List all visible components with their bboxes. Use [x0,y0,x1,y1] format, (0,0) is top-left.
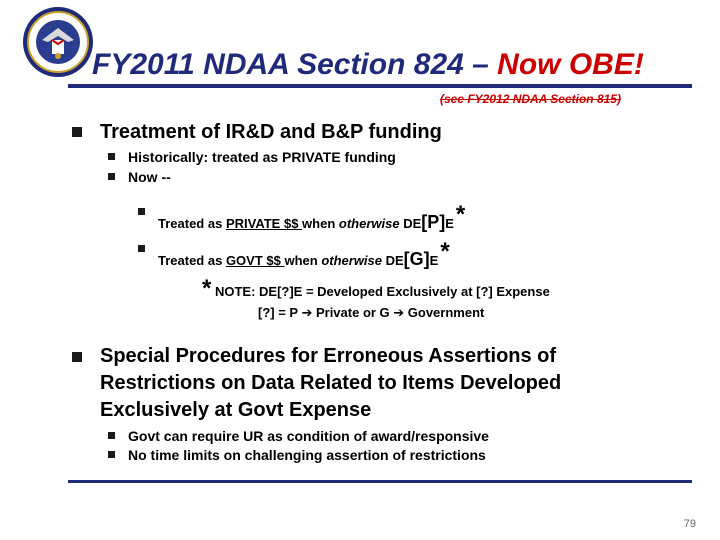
note-text: NOTE: DE[?]E = Developed Exclusively at [?] Expense [214,284,550,299]
section2-item: Govt can require UR as condition of award/responsive [128,428,489,444]
sub-item-code-prefix: DE [382,253,404,268]
title-rule [68,84,692,88]
department-of-defense-seal [22,6,94,78]
sub-item-prefix: Treated as [158,216,226,231]
bullet-marker [72,352,82,362]
sub-item-italic: otherwise [321,253,382,268]
section2-item: No time limits on challenging assertion of restrictions [128,447,486,463]
section2-heading-line: Restrictions on Data Related to Items Developed [100,372,562,394]
title-accent: Now OBE! [497,48,644,81]
sub-item-middle: when [302,216,339,231]
sub-item-code-suffix: E [445,216,454,231]
sub-item-private [158,201,465,233]
sub-item-italic: otherwise [338,216,400,231]
sub-item-underlined: PRIVATE $$ [225,216,303,231]
section1-item: Historically: treated as PRIVATE funding [128,149,396,165]
sub-item-code-bracket: [G] [403,249,430,269]
sub-item-prefix: Treated as [158,253,226,268]
bullet-marker [108,173,115,180]
bullet-marker [108,153,115,160]
note-legend: [?] = P ➔ Private or G ➔ Government [258,305,485,320]
sub-item-code-prefix: DE [399,216,422,231]
section1-item: Now -- [128,169,171,185]
sub-item-code-bracket: [P] [421,212,446,232]
bullet-marker [108,432,115,439]
footnote-star: * [440,238,450,265]
note-star: * [202,275,212,302]
bullet-marker [108,451,115,458]
page-number: 79 [683,518,696,530]
slide-title [92,48,644,82]
sub-item-govt [158,238,450,270]
slide-subtitle: (see FY2012 NDAA Section 815) [440,92,621,106]
bullet-marker [72,127,82,137]
sub-item-middle: when [284,253,322,268]
footnote-star: * [455,201,466,228]
section2-heading-line: Special Procedures for Erroneous Assertions of [100,345,557,367]
bullet-marker [138,245,145,252]
sub-item-code-suffix: E [429,253,439,268]
bullet-marker [138,208,145,215]
sub-item-underlined: GOVT $$ [225,253,285,268]
section1-heading: Treatment of IR&D and B&P funding [100,121,442,143]
title-main: FY2011 NDAA Section 824 – [92,48,498,81]
footer-rule [68,480,692,483]
note-line [202,275,550,303]
section2-heading-line: Exclusively at Govt Expense [100,399,372,421]
